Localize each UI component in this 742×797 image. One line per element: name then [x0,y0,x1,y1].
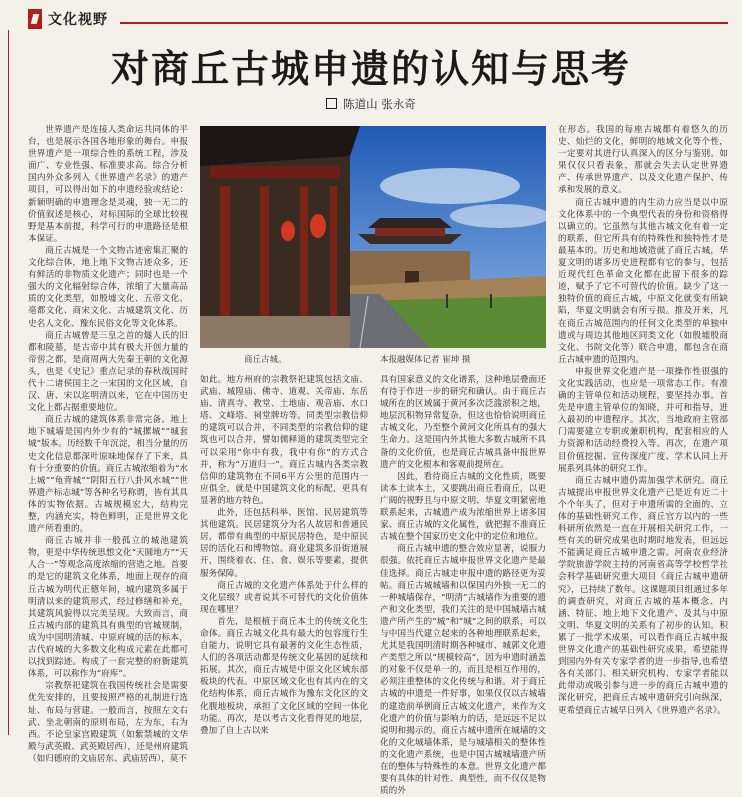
section-rule [120,22,728,24]
paragraph: 商丘古城的文化遗产体系处于什么样的文化层级？或者说其不可替代的文化价值体现在哪里？ [200,580,368,615]
article-headline: 对商丘古城申遗的认知与思考 [110,47,631,91]
paragraph: 商丘古城申遗的整合效应显著，说服力很强。依托商丘古城申报世界文化遗产是最佳选择。商丘古城走申报申遗的路径更为妥帖。商丘古城城墙和以保国内外独一无二的一种城墙保存，“明清”古城墙作为重要的遗产和文化类型，我们关注的是中国城墙古城遗产所产生的“城”和“城”之间的联系，可以与中国当代建立起来的各种地理联系起来，尤其是我国明清时期各种城市、城郭文化遗产类型之所以“规模较高”，因为申遗时涵盖的对象不仅是单一的，而且是相互作用的，必须注重整体的文化传统与和谐。对于商丘古城的申遗是一件好事，如果仅仅以古城墙的建造前举例商丘古城文化遗产，来作为文化遗产的价值与影响力的话，是远远不足以说明和揭示的。商丘古城申遗所在城墙的文化的文化城墙体系，是与城墙相关的整体性的文化遗产系统，也是中国古城城墙遗产所在的整体与特殊性的本意。世界文化遗产都要有具体的针对性、典型性，而不仅仅是物质的外 [380,544,546,797]
article-photo [200,126,546,348]
left-accent-rule [8,30,9,735]
section-title: 文化视野 [48,12,108,28]
paragraph: 宗教祭祀建筑在我国传统社会是需要优先安排的，且要按照严格的礼制进行选址、布局与营建。一般而言，按照左文右武、坐北朝南的原则布局，左为东，右为西。不论皇家宫殿建筑（如紫禁城的文华殿与武英殿、武英殿居西），还是州府建筑（如归德府的文庙居东、武庙居西），莫不 [28,681,188,764]
paragraph: 商丘古城是一个文物古迹密集汇聚的文化综合体，地上地下文物古迹众多，还有鲜活的非物质文化遗产；同时也是一个强大的文化辐射综合体，浓缩了大量高品质的文化类型，如殷墟文化、五帝文化、亳都文化、商宋文化、古城建筑文化、历史名人文化、豫东民俗文化等文化体系。 [28,245,188,329]
paragraph: 申报世界文化遗产是一项操作性很强的文化实践活动，也应是一项常态工作。有准确的主管单位和活动规程，要坚持办事。首先是申遗主管单位的知晓，并可和指导，进入最初的申遗程序。其次，当地政府主管部门需要建立专职或兼职机构，配套相应的人力资源和活动经费投入等。再次，在遗产项目价值挖掘、宣传深度广度、学术认同上开展系列具体的研究工作。 [558,366,728,474]
article-column-4 [558,124,728,717]
photo-caption-left: 商丘古城。 [244,355,287,365]
paragraph: 首先，是根植于商丘本土的传统文化生命体。商丘古城文化具有最大的包容度行生自能力，说明它具有最著的文化生态性质，人们的各项活动都是传统文化基因的延续和拓展。其次，商丘古城是中原文化区域东部板块的代表。中原区域文化也有其内在的文化结构体系，商丘古城作为豫东文化区的文化腹地板块，承担了文化区域的空间一体化功能。再次，是以考古文化看得见的地层，叠加了自上古以来 [200,616,368,736]
paragraph: 商丘古城申遗仍需加强学术研究。商丘古城提出申报世界文化遗产已是近有近二十个个年头了，但对于申遗所需的全面的、立体的基础性研究工作，商丘官方以内的一些科研所依然是一直在开展相关研究工作，一些有关的研究成果也时期时地发表，但远远不能满足商丘古城申遗之需。河南农业经济学院旅游学院主持的河南省高等学校哲学社会科学基础研究重大项目《商丘古城申遗研究》，已持续了数年。这课题项目组通过多年的调查研究，对商丘古城的基本概念、内涵、特征、地上地下文化遗产、及其与中原文明、华夏文明的关系有了初步的认知。积累了一批学术成果，可以看作商丘古城申报世界文化遗产的基础性研究成果，希望能得到国内外有关专家学者的进一步指导,也希望各有关部门、相关研究机构、专家学者能以此带动或吸引参与进一步的商丘古城申遗的深化研究，把商丘古城申遗研究引向纵深，更希望商丘古城早日列入《世界遗产名录》。 [558,475,728,716]
section-flag-icon [28,9,42,29]
article-column-3 [380,374,546,797]
paragraph: 具有国家意义的文化谱系，这种地层叠面还有待于作进一步的研究和确认。由于商丘古城所在的区域属于黄河多次泛滥淤积之地，地层沉积物异常复杂，但这也恰恰说明商丘古城文化，乃至整个黄河文化所具有的强大生命力。这是国内外其他大多数古城所不具备的文化价值，也是商丘古城具备申报世界遗产的文化根本和客观前提所在。 [380,375,546,470]
paragraph: 商丘古城并非一般孤立的城池建筑物，更是中华传统思想文化“天圆地方”“天人合一”等观念高度浓缩的营造之地。首要的是它的建筑文化体系，地面上现存的商丘古城为明代正德年间，城内建筑多属于明清以来的建筑形式，经过修缮和补充，其建筑风貌得以完美呈现。大致而言，商丘古城内部的建筑具有典型的官城规制，成为中国明清城、中原府城的活的标本，古代府城的大多数文化构成元素在此都可以找到踪迹。构成了一套完整的府衙建筑体系，可以称作为“府库”。 [28,536,188,680]
paragraph: 商丘古城曾是三皇之首的燧人氏的旧都和陵墓，是古帝中其有极大开创力量的帝喾之都，是商周两大先秦王朝的文化源头，也是《史记》重点记录的春秋战国时代十二诸侯国主之一宋国的文化区域，自汉、唐、宋以迄明清以来，它在中国历史文化上都占据重要地位。 [28,330,188,414]
paragraph: 在形态。我国的每座古城都有着悠久的历史、灿烂的文化，鲜明的地域文化等个性，一定要对其进行认真深入的区分与鉴别。如果仅仅只看表象，那就会失去认定世界遗产、传承世界遗产、以及文化遗产保护、传承和发展的意义。 [558,125,728,196]
paragraph: 如此。地方州府的宗教祭祀建筑包括文庙、武庙、城隍庙、佛寺、道观、关帝庙、东岳庙、清真寺、教堂、土地庙、观音庙、水口塔、文峰塔、祠堂牌坊等。同类型宗教信仰的建筑可以合并，不同类型的宗教信仰的建筑也可以合并，譬如儒释道的建筑类型完全可以采用“你中有我，我中有你”的方式合并，称为“万道归一”。商丘古城内各类宗教信仰的建筑物在不同6平方公里的范围内一应俱全，就是中国建筑文化的标配，更具有显著的地方特色。 [200,375,368,506]
ancient-city-photo-illustration [200,126,546,348]
paragraph: 世界遗产是连接人类命运共同体的平台，也是展示各国各地形象的舞台。申报世界遗产是一项综合性的系统工程，涉及面广、专业性强、标准要求高。综合分析国内外众多列入《世界遗产名录》的遗产项目，可以得出如下的申遗经验或结论：新颖明确的申遗理念是灵魂，独一无二的价值叙述是核心，对标国际的全球比较视野是基本前提，科学可行的申遗路径是根本保证。 [28,125,188,244]
byline-box-icon [326,98,337,109]
article-column-2 [200,374,368,737]
photo-caption-right: 本报融媒体记者 崔坤 摄 [380,355,471,365]
paragraph: 商丘古城申遗的内生动力应当是以中原文化体系中的一个典型代表的身份和资格得以确立的。它虽然与其他古城文化有着一定的联系，但它所具有的特殊性和独特性才是最基本的。历史和地域造就了商丘古城，华夏文明的诸多历史进程都有它的参与，包括近现代红色革命文化都在此留下很多的踪迹，赋予了它不可替代的价值。缺少了这一独特价值的商丘古城，中原文化就变有所缺陷，华夏文明就会有所亏损。推及开来，凡在商丘古城范围内的任何文化类型的单独申遗或与周边其他地区同类文化（如殷墟殷商文化、书院文化等）联合申遗，都包含在商丘古城申遗的范围内。 [558,197,728,365]
paragraph: 因此，看待商丘古城的文化性质，既要读本土读本土，又要跳出商丘看商丘，以更广阔的视野且与中原文明、华夏文明紧密地联系起来，古城遗产成为浓缩世界上诸多国家、商丘古城的文化属性，就把握不准商丘古城在整个国家历史文化中的定位和地位。 [380,471,546,543]
article-byline [0,96,742,112]
byline-authors: 陈道山 张永奇 [343,97,416,111]
article-column-1 [28,124,188,765]
paragraph: 此外，还包括科举、医馆、民居建筑等其他建筑。民居建筑分为名人故居和普通民居，都带有典型的中原民居特色，是中原民居的活化石和博物馆。商业建筑多沿街道展开，围绕着衣、住、食、娱乐等要素，提供服务保障。 [200,508,368,579]
paragraph: 商丘古城的建筑体系非常完备。地上地下城墙是国内外少有的“城摞城”“城套城”版本。历经数千年沉淀，相当分量的历史文化信息都深叶原味地保存了下来，具有十分重要的价值。商丘古城浓缩着为“水上城”“龟背城”“阴阳五行八卦风水城”“世界遗产标志城”等各种名号称谓，皆有其具体的实物依据。古城规模宏大，结构完整，内涵充实，特色鲜明，正是世界文化遗产所看重的。 [28,415,188,535]
section-header [28,8,108,30]
